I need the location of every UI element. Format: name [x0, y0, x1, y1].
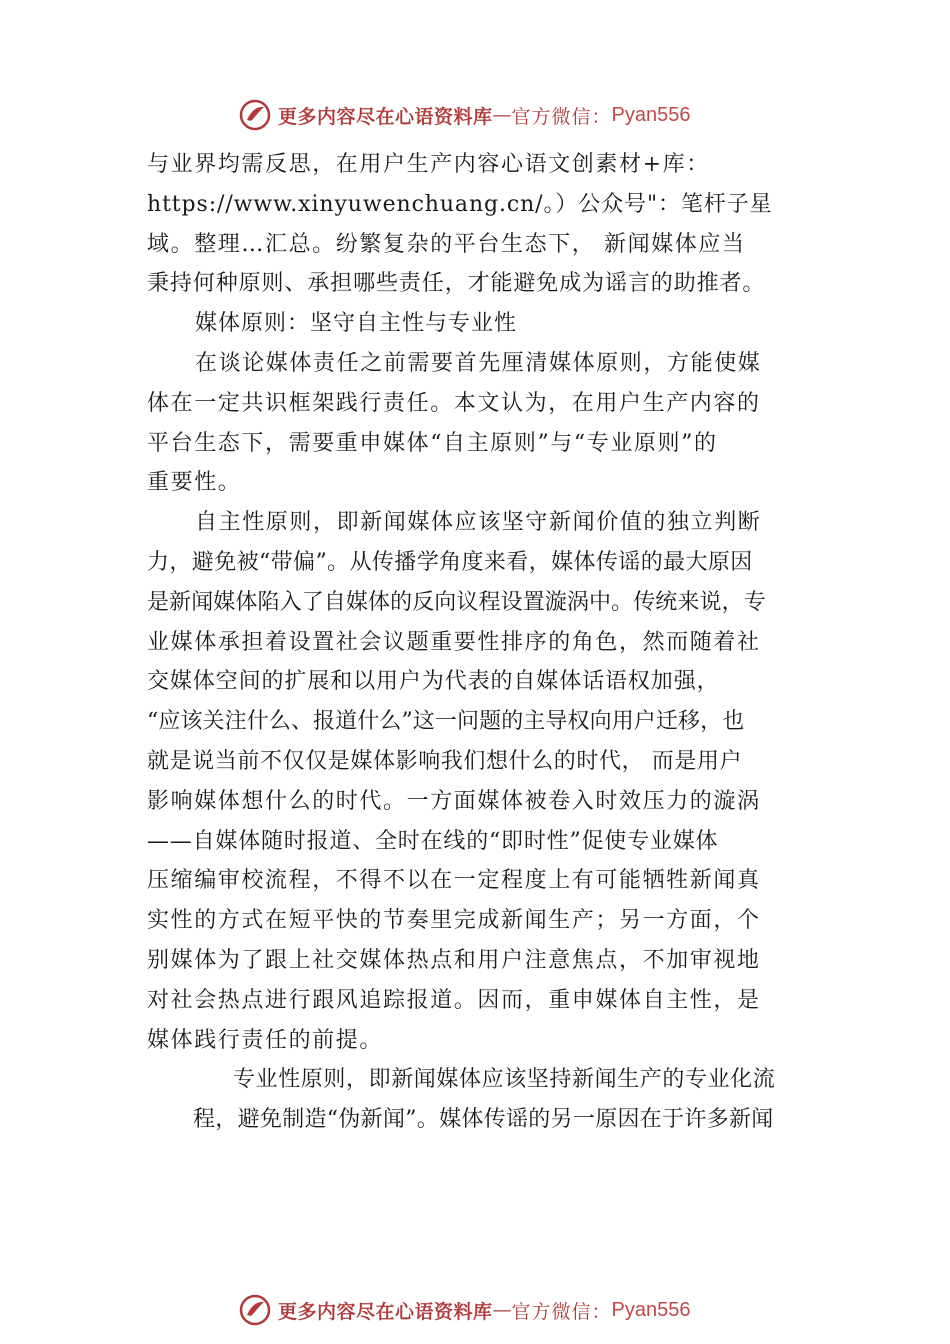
paragraph-line: 影响媒体想什么的时代。一方面媒体被卷入时效压力的漩涡 [147, 788, 761, 814]
paragraph-line: 压缩编审校流程，不得不以在一定程度上有可能牺牲新闻真 [147, 868, 761, 894]
banner-wechat-label: 官方微信： [511, 105, 612, 128]
paragraph-line: 在谈论媒体责任之前需要首先厘清媒体原则，方能使媒 [195, 350, 762, 376]
text-line: 域。整理…汇总。纷繁复杂的平台生态下， 新闻媒体应当 [147, 231, 746, 257]
paragraph-line: 就是说当前不仅仅是媒体影响我们想什么的时代， 而是用户 [147, 748, 743, 774]
paragraph-line: 专业性原则，即新闻媒体应该坚持新闻生产的专业化流 [233, 1067, 776, 1093]
paragraph-line: 程，避免制造“伪新闻”。媒体传谣的另一原因在于许多新闻 [193, 1107, 774, 1133]
paragraph-line: 自主性原则，即新闻媒体应该坚守新闻价值的独立判断 [195, 510, 762, 536]
text-line: 与业界均需反思，在用户生产内容心语文创素材+库： [147, 152, 710, 177]
banner-wechat-label: 官方微信： [511, 1300, 612, 1323]
paragraph-line: ——自媒体随时报道、全时在线的“即时性”促使专业媒体 [147, 828, 719, 854]
banner-title: 更多内容尽在心语资料库 [278, 105, 493, 128]
footer-banner [238, 1290, 691, 1330]
paragraph-line: 重要性。 [147, 470, 242, 496]
text-line: https://www.xinyuwenchuang.cn/。）公众号"：笔杆子星 [147, 191, 773, 217]
text-line: 秉持何种原则、承担哪些责任，才能避免成为谣言的助推者。 [147, 271, 766, 297]
header-banner [238, 95, 691, 135]
paragraph-line: 是新闻媒体陷入了自媒体的反向议程设置漩涡中。传统来说，专 [147, 589, 766, 615]
banner-wechat-id: Pyan556 [611, 103, 691, 126]
paragraph-line: 实性的方式在短平快的节奏里完成新闻生产；另一方面，个 [147, 908, 761, 934]
section-heading: 媒体原则：坚守自主性与专业性 [195, 311, 518, 337]
logo-icon [238, 98, 272, 132]
banner-title: 更多内容尽在心语资料库 [278, 1300, 493, 1323]
banner-dash: — [492, 1299, 512, 1321]
paragraph-line: 力，避免被“带偏”。从传播学角度来看，媒体传谣的最大原因 [147, 549, 753, 575]
paragraph-line: 对社会热点进行跟风追踪报道。因而，重申媒体自主性，是 [147, 987, 761, 1013]
logo-icon [238, 1293, 272, 1327]
banner-wechat-id: Pyan556 [611, 1298, 691, 1321]
paragraph-line: 别媒体为了跟上社交媒体热点和用户注意焦点，不加审视地 [147, 947, 761, 973]
paragraph-line: “应该关注什么、报道什么”这一问题的主导权向用户迁移，也 [147, 709, 745, 735]
paragraph-line: 媒体践行责任的前提。 [147, 1027, 384, 1053]
document-body [147, 145, 827, 1140]
banner-dash: — [492, 104, 512, 126]
paragraph-line: 交媒体空间的扩展和以用户为代表的自媒体话语权加强， [147, 669, 720, 695]
paragraph-line: 体在一定共识框架践行责任。本文认为，在用户生产内容的 [147, 390, 761, 416]
paragraph-line: 平台生态下，需要重申媒体“自主原则”与“专业原则”的 [147, 430, 718, 456]
paragraph-line: 业媒体承担着设置社会议题重要性排序的角色，然而随着社 [147, 629, 761, 655]
